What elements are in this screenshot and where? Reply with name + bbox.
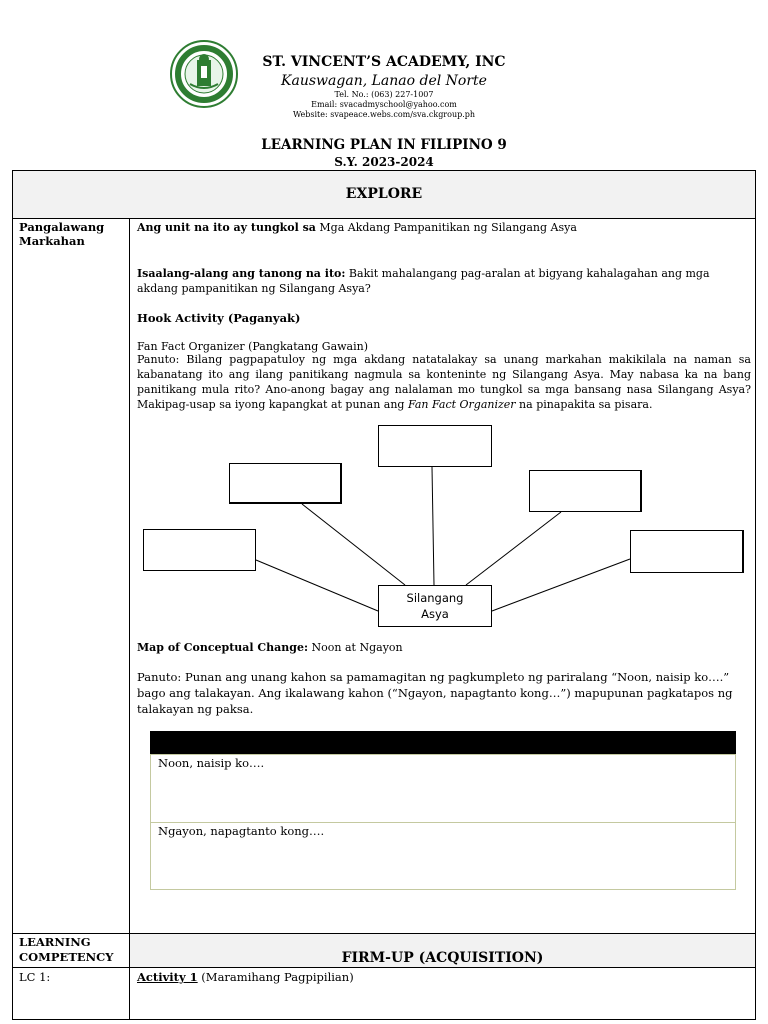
fan-organizer-title: Fan Fact Organizer (Pangkatang Gawain) xyxy=(137,340,369,353)
lc-label-line1: LEARNING xyxy=(19,935,91,949)
mcc-bold: Map of Conceptual Change: xyxy=(137,641,309,654)
essential-text: Bakit mahalangang pag-aralan at bigyang kahalagahan ang mga akdang pampanitikan ng Silangang Asya? xyxy=(137,267,710,295)
fan-center-box xyxy=(378,585,492,627)
map-conceptual-change xyxy=(137,640,403,655)
unit-bold: Ang unit na ito ay tungkol sa xyxy=(137,221,316,234)
explore-heading: EXPLORE xyxy=(345,186,423,202)
learning-competency-label xyxy=(19,935,114,965)
conceptual-table-header xyxy=(150,731,736,754)
noon-cell: Noon, naisip ko…. xyxy=(158,756,265,770)
plan-title: LEARNING PLAN IN FILIPINO 9 xyxy=(261,137,507,153)
firmup-heading: FIRM-UP (ACQUISITION) xyxy=(341,950,544,966)
quarter-label: Pangalawang Markahan xyxy=(19,220,105,248)
panuto2-instructions: Panuto: Punan ang unang kahon sa pamamagitan ng pagkumpleto ng pariralang “Noon, naisip ko….” bago ang talakayan. Ang ikalawang kahon (“Ngayon, napagtanto kong…”) mapupunan pagkatapos ng talakayan ng paksa. xyxy=(137,670,733,716)
panuto1-text: Panuto: Bilang pagpapatuloy ng mga akdang natatalakay sa unang markahan makikilala na naman sa kabanatang ito ang ilang panitikang nagmula sa konteninte ng Silangang Asya. May nabasa ka na bang panitikang mula rito? Ano-anong bagay ang nalalaman mo tungkol sa mga bansang nasa Silangang Asya? Makipag-usap sa iyong kapangkat at punan ang xyxy=(137,353,751,411)
school-town: Kauswagan, Lanao del Norte xyxy=(281,73,487,89)
center-line1: Silangang xyxy=(406,591,464,605)
fan-box xyxy=(143,529,256,571)
activity1-title: Activity 1 xyxy=(137,970,198,984)
mcc-text: Noon at Ngayon xyxy=(308,641,403,654)
conceptual-table-divider xyxy=(150,822,736,823)
panuto1-italic: Fan Fact Organizer xyxy=(407,398,516,411)
fan-box xyxy=(378,425,492,467)
school-name: ST. VINCENT’S ACADEMY, INC xyxy=(262,54,506,70)
school-email: Email: svacadmyschool@yahoo.com xyxy=(311,100,457,109)
center-line2: Asya xyxy=(421,607,449,621)
fan-box xyxy=(529,470,642,512)
activity1 xyxy=(137,970,354,984)
hook-title: Hook Activity (Paganyak) xyxy=(137,311,301,325)
essential-bold: Isaalang-alang ang tanong na ito: xyxy=(137,267,346,280)
school-year: S.Y. 2023-2024 xyxy=(334,155,434,169)
activity1-text: (Maramihang Pagpipilian) xyxy=(197,970,354,984)
lc1-label: LC 1: xyxy=(19,970,51,984)
lc-label-line2: COMPETENCY xyxy=(19,950,114,964)
fan-box xyxy=(229,463,342,504)
fan-box xyxy=(630,530,744,573)
unit-text: Mga Akdang Pampanitikan ng Silangang Asya xyxy=(315,221,577,234)
school-website: Website: svapeace.webs.com/sva.ckgroup.ph xyxy=(292,110,476,119)
ngayon-cell: Ngayon, napagtanto kong…. xyxy=(158,824,325,838)
school-tel: Tel. No.: (063) 227-1007 xyxy=(334,90,434,99)
panuto1-end: na pinapakita sa pisara. xyxy=(515,398,653,411)
